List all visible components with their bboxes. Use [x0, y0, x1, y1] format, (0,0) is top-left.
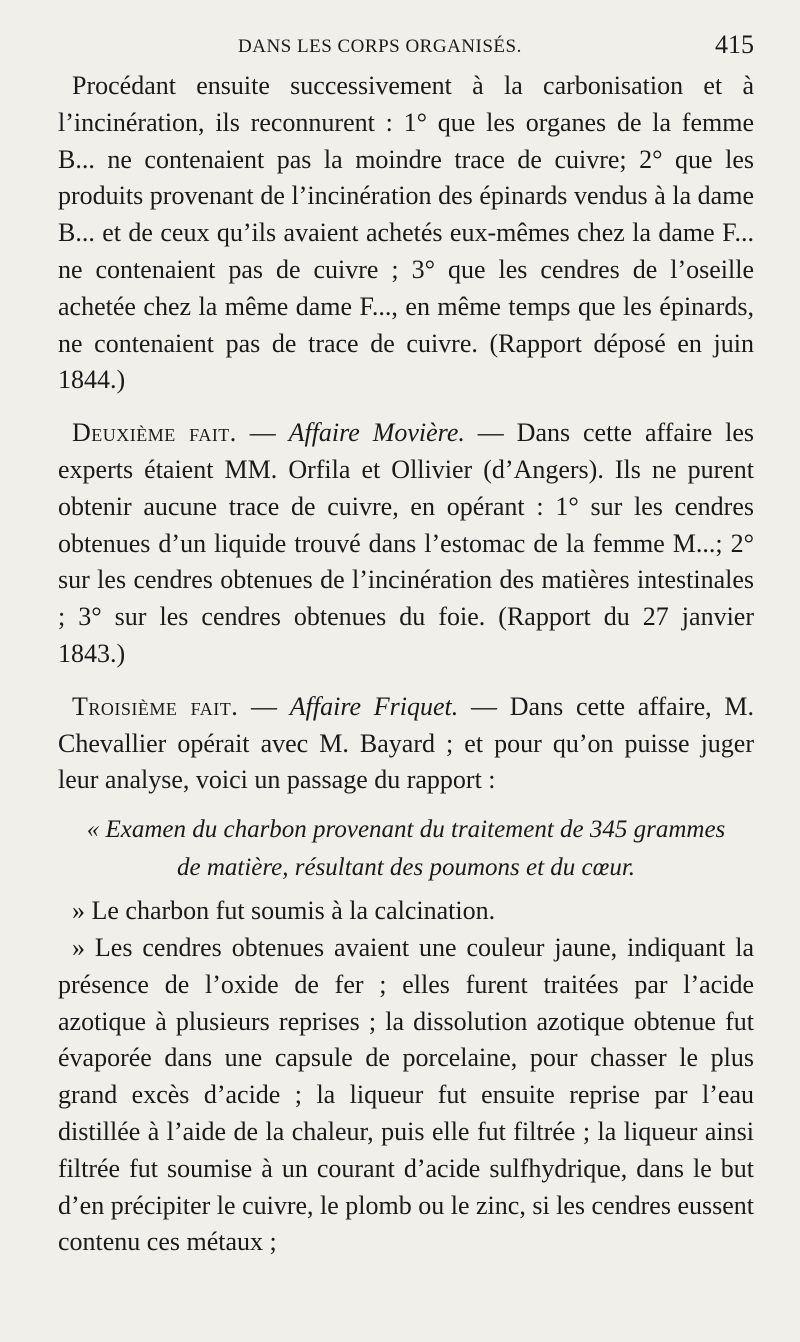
paragraph-text: Procédant ensuite successivement à la carbonisation et à l’incinération, ils reconnurent : 1° que les organes de la femme B... ne contenaient pas la moindre trace de cuivre; 2° que les produits provenant de l’incinération des épinards vendus à la dame B... et de ceux qu’ils avaient achetés eux-mêmes chez la dame F... ne contenaient pas de cuivre ; 3° que les cendres de l’oseille achetée chez la même dame F..., en même temps que les épinards, ne contenaient pas de trace de cuivre. (Rapport déposé en juin 1844.) [58, 71, 754, 395]
case-deuxieme-fait [58, 415, 754, 673]
quote-text: » Le charbon fut soumis à la calcination. [72, 896, 496, 926]
case-dash: — [471, 691, 498, 721]
case-title: Affaire Friquet. [289, 691, 459, 721]
case-dash: — [249, 418, 276, 448]
paragraph-conclusion [58, 68, 754, 399]
case-text: Dans cette affaire, M. Chevallier opérait avec M. Bayard ; et pour qu’on puisse juger leur analyse, voici un passage du rapport : [58, 691, 754, 795]
quote-paragraph [58, 893, 754, 930]
case-dash: — [251, 691, 278, 721]
case-troisieme-fait [58, 689, 754, 799]
running-head [58, 28, 754, 68]
quote-paragraph [58, 930, 754, 1261]
quote-line: de matière, résultant des poumons et du cœur. [176, 854, 636, 882]
page-number: 415 [715, 30, 754, 59]
case-label: Deuxième fait. [72, 418, 237, 448]
quote-line: « Examen du charbon provenant du traitement de 345 grammes [86, 816, 726, 844]
quote-text: » Les cendres obtenues avaient une couleur jaune, indiquant la présence de l’oxide de fer ; elles furent traitées par l’acide azotique à plusieurs reprises ; la dissolution azotique obtenue fut évaporée dans une capsule de porcelaine, pour chasser le plus grand excès d’acide ; la liqueur fut ensuite reprise par l’eau distillée à l’aide de la chaleur, puis elle fut filtrée ; la liqueur ainsi filtrée fut soumise à un courant d’acide sulfhydrique, dans le but d’en précipiter le cuivre, le plomb ou le zinc, si les cendres eussent contenu ces métaux ; [58, 932, 754, 1257]
body-text [58, 68, 754, 1261]
case-dash: — [477, 418, 504, 448]
running-title: DANS LES CORPS ORGANISÉS. [238, 36, 522, 57]
report-quote-heading [58, 811, 754, 887]
case-label: Troisième fait. [72, 691, 239, 721]
case-text: Dans cette affaire les experts étaient MM. Orfila et Ollivier (d’Angers). Ils ne purent obtenir aucune trace de cuivre, en opérant : 1° sur les cendres obtenues d’un liquide trouvé dans l’estomac de la femme M...; 2° sur les cendres obtenues de l’incinération des matières intestinales ; 3° sur les cendres obtenues du foie. (Rapport du 27 janvier 1843.) [58, 418, 755, 668]
case-title: Affaire Movière. [288, 418, 465, 448]
